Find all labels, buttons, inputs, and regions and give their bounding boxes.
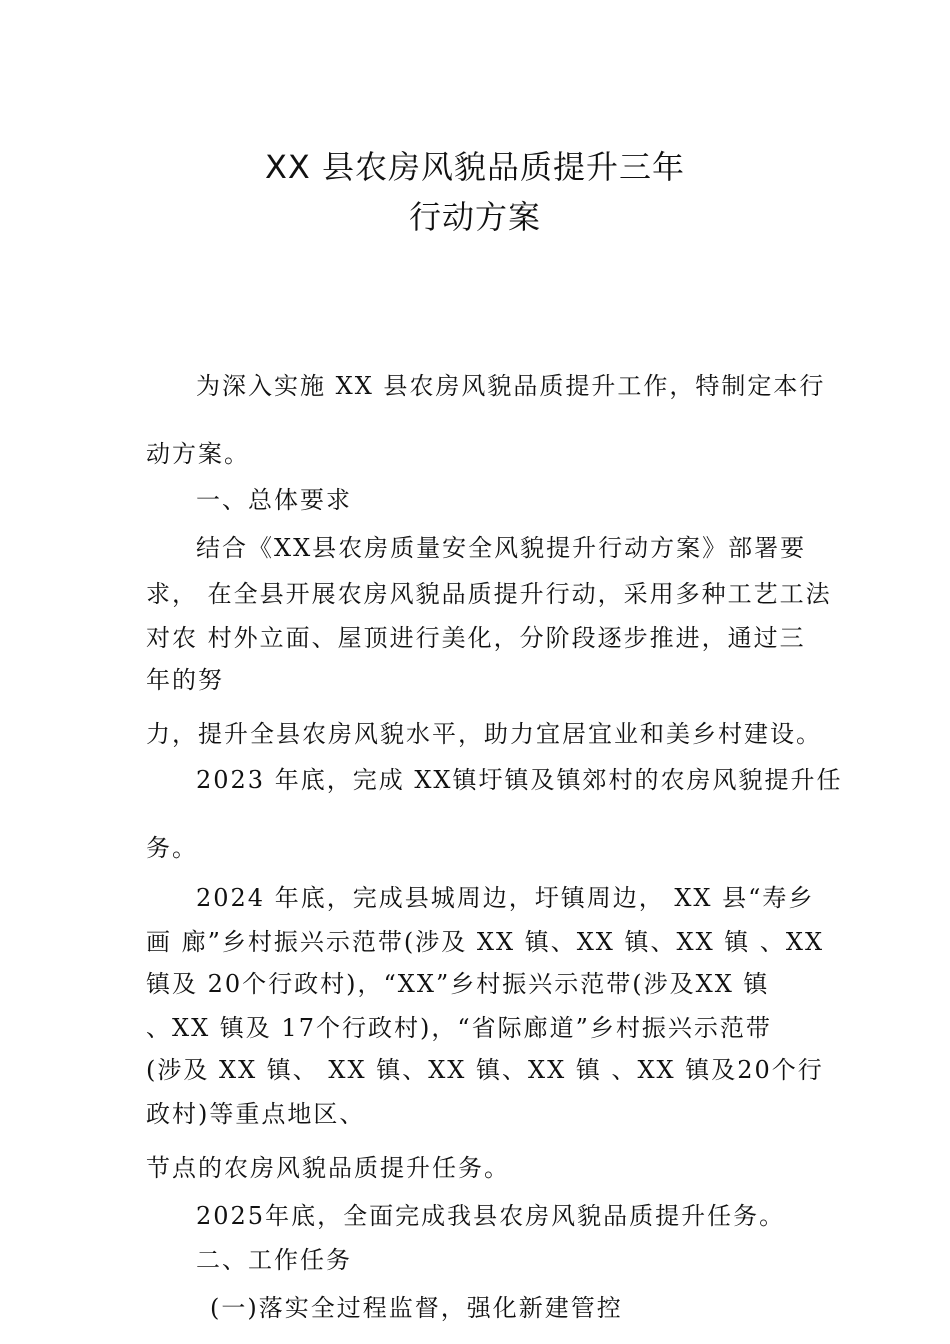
- paragraph-1-line-3: 对农 村外立面、屋顶进行美化，分阶段逐步推进，通过三: [146, 624, 806, 652]
- subsection-heading-1: (一)落实全过程监督，强化新建管控: [210, 1294, 623, 1322]
- paragraph-2023-line-2: 务。: [146, 834, 198, 862]
- paragraph-1-line-1: 结合《XX县农房质量安全风貌提升行动方案》部署要: [196, 534, 807, 562]
- paragraph-2024-line-5: (涉及 XX 镇、 XX 镇、XX 镇、XX 镇 、XX 镇及20个行: [146, 1056, 824, 1084]
- paragraph-2023-line-1: 2023 年底，完成 XX镇圩镇及镇郊村的农房风貌提升任: [196, 766, 843, 794]
- paragraph-2024-line-3: 镇及 20个行政村)，“XX”乡村振兴示范带(涉及XX 镇: [146, 970, 770, 998]
- paragraph-2024-line-7: 节点的农房风貌品质提升任务。: [146, 1154, 510, 1182]
- paragraph-1-line-2: 求， 在全县开展农房风貌品质提升行动，采用多种工艺工法: [146, 580, 832, 608]
- section-heading-2: 二、工作任务: [196, 1246, 352, 1274]
- paragraph-1-line-5: 力，提升全县农房风貌水平，助力宜居宜业和美乡村建设。: [146, 720, 822, 748]
- paragraph-2024-line-2: 画 廊”乡村振兴示范带(涉及 XX 镇、XX 镇、XX 镇 、XX: [146, 928, 825, 956]
- paragraph-intro-line-1: 为深入实施 XX 县农房风貌品质提升工作，特制定本行: [196, 372, 826, 400]
- section-heading-1: 一、总体要求: [196, 486, 352, 514]
- document-title-line-2: 行动方案: [408, 198, 541, 236]
- paragraph-intro-line-2: 动方案。: [146, 440, 250, 468]
- paragraph-1-line-4: 年的努: [146, 666, 224, 694]
- paragraph-2024-line-4: 、XX 镇及 17个行政村)，“省际廊道”乡村振兴示范带: [146, 1014, 772, 1042]
- paragraph-2024-line-1: 2024 年底，完成县城周边，圩镇周边， XX 县“寿乡: [196, 884, 815, 912]
- paragraph-2025: 2025年底，全面完成我县农房风貌品质提升任务。: [196, 1202, 786, 1230]
- paragraph-2024-line-6: 政村)等重点地区、: [146, 1100, 366, 1128]
- document-title-line-1: XX 县农房风貌品质提升三年: [264, 148, 686, 186]
